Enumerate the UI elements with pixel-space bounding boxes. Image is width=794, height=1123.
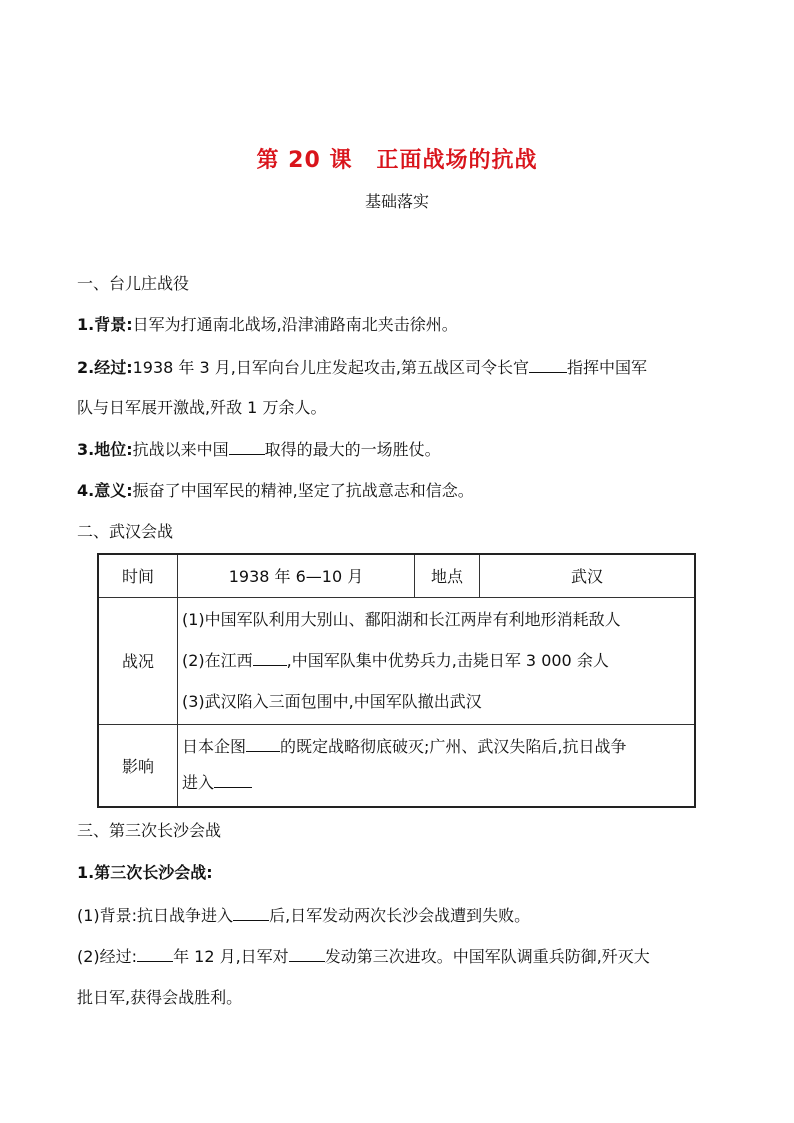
s1-item1 <box>77 314 458 336</box>
s1-item4-label: 4.意义: <box>77 481 133 500</box>
situation-label: 战况 <box>98 597 178 724</box>
s3-item1 <box>77 862 213 884</box>
s1-item1-label: 1.背景: <box>77 315 133 334</box>
impact-label: 影响 <box>98 724 178 807</box>
time-label: 时间 <box>98 554 178 597</box>
fill-blank[interactable] <box>289 945 325 962</box>
impact-text-c: 进入 <box>182 773 215 793</box>
section1-heading: 一、台儿庄战役 <box>77 274 190 293</box>
s3-sub2-cont: 批日军,获得会战胜利。 <box>77 988 243 1007</box>
s3-sub2-text-b: 年 12 月,日军对 <box>173 947 289 966</box>
impact-cell <box>178 724 696 807</box>
s3-sub2-text-c: 发动第三次进攻。中国军队调重兵防御,歼灭大 <box>324 947 650 966</box>
situation-line-3: (3)武汉陷入三面包围中,中国军队撤出武汉 <box>182 692 482 711</box>
s1-item2-label: 2.经过: <box>77 358 133 377</box>
section3-heading: 三、第三次长沙会战 <box>77 821 222 840</box>
s3-sub1-text-a: (1)背景:抗日战争进入 <box>77 906 234 925</box>
fill-blank[interactable] <box>529 356 567 373</box>
situation-2-text-b: ,中国军队集中优势兵力,击毙日军 3 000 余人 <box>286 651 609 670</box>
s1-item1-text: 日军为打通南北战场,沿津浦路南北夹击徐州。 <box>132 315 458 334</box>
page-title <box>0 143 794 174</box>
s3-sub1 <box>77 904 530 927</box>
situation-line-1: (1)中国军队利用大别山、鄱阳湖和长江两岸有利地形消耗敌人 <box>182 610 621 629</box>
s1-item2-text-b: 指挥中国军 <box>566 358 647 377</box>
s3-item1-label: 1.第三次长沙会战: <box>77 863 213 882</box>
impact-line-1 <box>182 729 690 765</box>
time-value: 1938 年 6—10 月 <box>178 554 415 597</box>
s1-item4 <box>77 480 474 502</box>
impact-text-a: 日本企图 <box>182 737 247 757</box>
lesson-number: 第 20 课 <box>256 148 353 173</box>
fill-blank[interactable] <box>214 771 252 788</box>
fill-blank[interactable] <box>137 945 173 962</box>
s1-item3 <box>77 438 441 461</box>
impact-line-2 <box>182 765 690 801</box>
s1-item2 <box>77 356 647 379</box>
s1-item2-text-a: 1938 年 3 月,日军向台儿庄发起攻击,第五战区司令长官 <box>132 358 529 377</box>
fill-blank[interactable] <box>229 438 265 455</box>
section2-heading: 二、武汉会战 <box>77 522 174 541</box>
s1-item2-cont: 队与日军展开激战,歼敌 1 万余人。 <box>77 398 327 417</box>
situation-line-2 <box>182 640 690 681</box>
s1-item3-text-b: 取得的最大的一场胜仗。 <box>264 440 441 459</box>
situation-cell <box>178 597 696 724</box>
fill-blank[interactable] <box>253 649 287 666</box>
fill-blank[interactable] <box>246 735 280 752</box>
place-label: 地点 <box>415 554 480 597</box>
place-value: 武汉 <box>480 554 696 597</box>
page-subtitle: 基础落实 <box>364 192 429 211</box>
s1-item3-label: 3.地位: <box>77 440 133 459</box>
impact-text-b: 的既定战略彻底破灭;广州、武汉失陷后,抗日战争 <box>280 737 627 757</box>
s1-item4-text: 振奋了中国军民的精神,坚定了抗战意志和信念。 <box>132 481 474 500</box>
wuhan-battle-table <box>97 553 696 808</box>
lesson-title: 正面战场的抗战 <box>376 148 538 173</box>
s3-sub2 <box>77 945 650 968</box>
fill-blank[interactable] <box>233 904 269 921</box>
situation-2-text-a: (2)在江西 <box>182 651 253 670</box>
s3-sub2-text-a: (2)经过: <box>77 947 138 966</box>
s3-sub1-text-b: 后,日军发动两次长沙会战遭到失败。 <box>269 906 531 925</box>
s1-item3-text-a: 抗战以来中国 <box>132 440 229 459</box>
